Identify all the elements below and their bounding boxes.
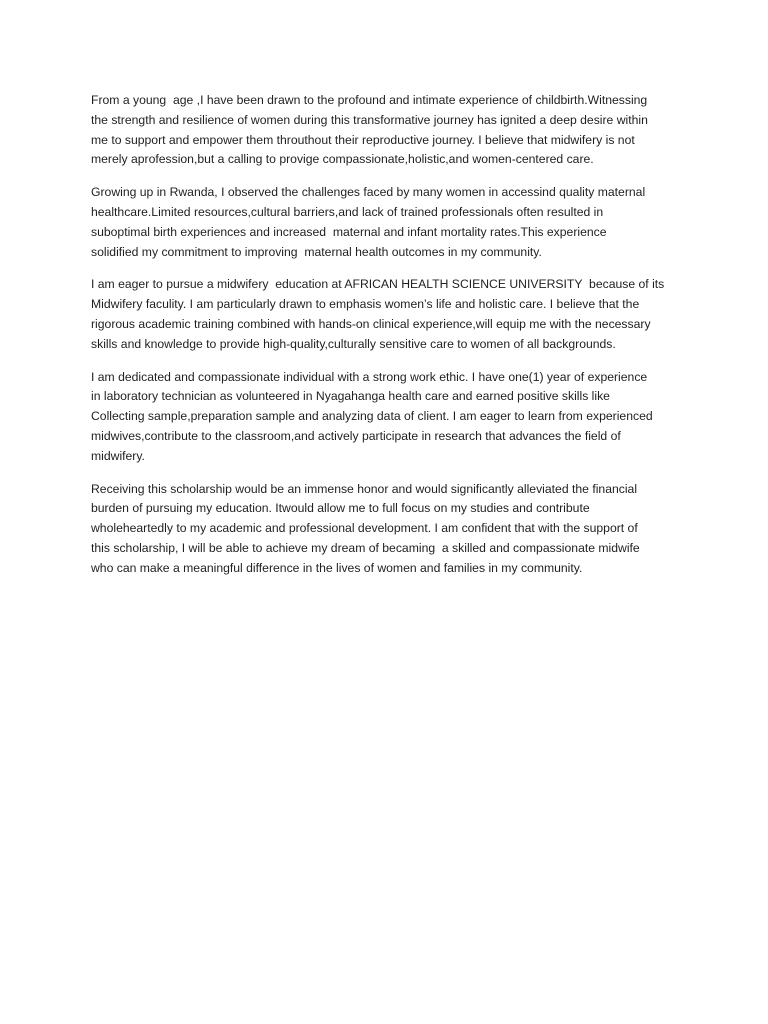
text-line: midwifery. — [91, 448, 145, 463]
text-line: rigorous academic training combined with hands-on clinical experience,will equip me with the necessary — [91, 316, 651, 331]
text-line: I am eager to pursue a midwifery education at AFRICAN HEALTH SCIENCE UNIVERSITY because of its — [91, 277, 665, 292]
text-line: Growing up in Rwanda, I observed the challenges faced by many women in accessind quality maternal — [91, 185, 646, 200]
text-line: the strength and resilience of women during this transformative journey has ignited a deep desire within — [91, 112, 648, 127]
text-line: this scholarship, I will be able to achieve my dream of becaming a skilled and compassionate midwife — [91, 540, 640, 555]
text-line: Midwifery faculity. I am particularly drawn to emphasis women’s life and holistic care. I believe that the — [91, 297, 640, 312]
text-line: merely aprofession,but a calling to provige compassionate,holistic,and women-centered care. — [91, 152, 594, 167]
text-line: wholeheartedly to my academic and professional development. I am confident that with the support of — [91, 521, 638, 536]
text-line: From a young age ,I have been drawn to the profound and intimate experience of childbirth.Witnessing — [91, 93, 648, 107]
text-line: suboptimal birth experiences and increased maternal and infant mortality rates.This experience — [91, 224, 607, 239]
text-line: burden of pursuing my education. Itwould allow me to full focus on my studies and contribute — [91, 501, 590, 516]
text-line: me to support and empower them throuthout their reproductive journey. I believe that midwifery is not — [91, 132, 635, 147]
text-line: Receiving this scholarship would be an immense honor and would significantly alleviated the financial — [91, 481, 638, 496]
text-line: midwives,contribute to the classroom,and actively participate in research that advances the field of — [91, 428, 621, 443]
paragraph-5 — [91, 480, 681, 579]
paragraph-4 — [91, 368, 681, 467]
text-line: skills and knowledge to provide high-quality,culturally sensitive care to women of all backgrounds. — [91, 336, 616, 351]
text-line: I am dedicated and compassionate individual with a strong work ethic. I have one(1) year of experience — [91, 369, 648, 384]
paragraph-3 — [91, 275, 681, 354]
text-line: Collecting sample,preparation sample and analyzing data of client. I am eager to learn from experienced — [91, 409, 653, 424]
text-line: in laboratory technician as volunteered in Nyagahanga health care and earned positive skills like — [91, 389, 610, 404]
paragraph-1 — [91, 91, 681, 170]
text-line: who can make a meaningful difference in the lives of women and families in my community. — [91, 560, 583, 575]
document-body — [91, 91, 681, 592]
paragraph-2 — [91, 183, 681, 262]
text-line: solidified my commitment to improving maternal health outcomes in my community. — [91, 244, 542, 259]
text-line: healthcare.Limited resources,cultural barriers,and lack of trained professionals often resulted in — [91, 204, 604, 219]
